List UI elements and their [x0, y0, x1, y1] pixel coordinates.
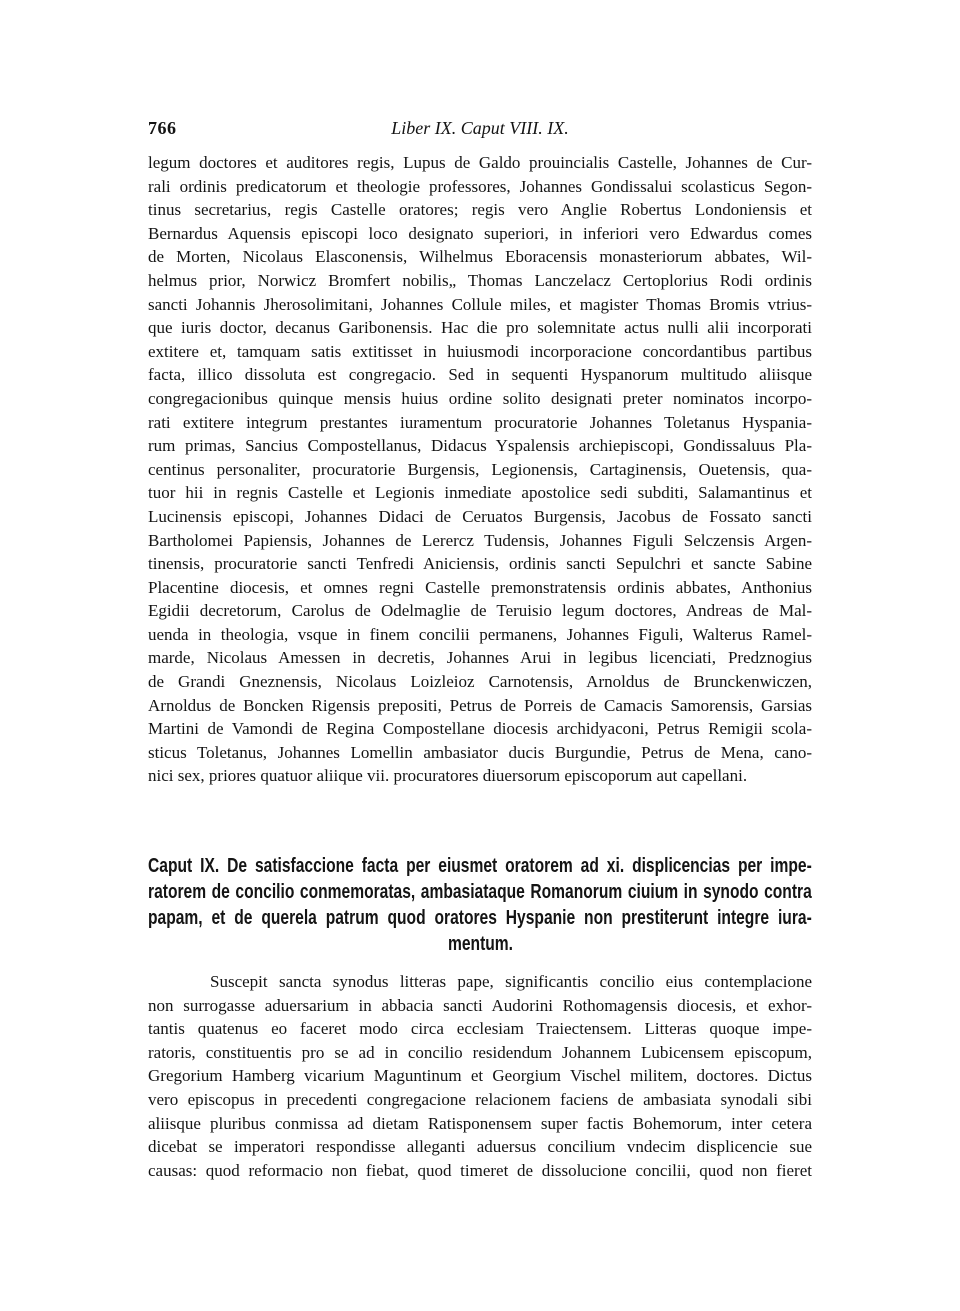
text-line: Bernardus Aquensis episcopi loco designato superiori, in inferiori vero Edwardus comes [148, 223, 812, 243]
page-number: 766 [148, 118, 177, 138]
text-line: sticus Toletanus, Johannes Lomellin ambasiator ducis Burgundie, Petrus de Mena, cano- [148, 742, 812, 762]
text-line: Suscepit sancta synodus litteras pape, significantis concilio eius contemplacione [210, 972, 812, 991]
text-line: tinensis, procuratorie sancti Tenfredi Aniciensis, ordinis sancti Sepulchri et sancte Sabine [148, 554, 812, 574]
text-line: sancti Johannis Jherosolimitani, Johannes Collule miles, et magister Thomas Bromis vtrius- [148, 294, 812, 314]
paragraph-two [148, 970, 812, 1182]
running-head [148, 118, 812, 146]
text-line: uenda in theologia, vsque in finem concilii permanens, Johannes Figuli, Walterus Ramel- [148, 624, 812, 644]
text-line: Gregorium Hamberg vicarium Maguntinum et Georgium Vischel militem, doctores. Dictus [148, 1066, 812, 1086]
text-line: marde, Nicolaus Amessen in decretis, Johannes Arui in legibus licenciati, Predznogius [148, 648, 812, 668]
text-line: non surrogasse aduersarium in abbacia sancti Audorini Rothomagensis diocesis, et exhor- [148, 995, 812, 1015]
heading-line: Caput IX. De satisfaccione facta per eiusmet oratorem ad xi. displicencias per impe- [148, 855, 812, 877]
heading-line: papam, et de querela patrum quod oratores Hyspanie non prestiterunt integre iura- [148, 907, 812, 929]
text-line: de Grandi Gneznensis, Nicolaus Loizleioz Carnotensis, Arnoldus de Brunckenwiczen, [148, 672, 812, 692]
text-line: que iuris doctor, decanus Garibonensis. Hac die pro solemnitate actus nulli alii incorporati [148, 318, 812, 338]
text-line: rali ordinis predicatorum et theologie professores, Johannes Gondissalui scolasticus Segon- [148, 176, 812, 196]
text-line: legum doctores et auditores regis, Lupus de Galdo prouincialis Castelle, Johannes de Cur- [148, 153, 812, 172]
text-line: rati extitere integrum prestantes iuramentum procuratorie Johannes Toletanus Hyspania- [148, 412, 812, 432]
text-line: rum primas, Sancius Compostellanus, Didacus Yspalensis archiepiscopi, Gondissaluus Pla- [148, 436, 812, 456]
text-line: tinus secretarius, regis Castelle oratores; regis vero Anglie Robertus Londoniensis et [148, 200, 812, 220]
paragraph-one [148, 151, 812, 788]
text-line: Placentine diocesis, et omnes regni Castelle premonstratensis ordinis abbates, Anthonius [148, 577, 812, 597]
text-line: vero episcopus in precedenti congregacione relacionem faciens de ambasiata synodali sibi [148, 1089, 812, 1109]
heading-line: mentum. [447, 933, 513, 955]
text-line: Bartholomei Papiensis, Johannes de Lerercz Tudensis, Johannes Figuli Selczensis Argen- [148, 530, 812, 550]
chapter-heading [148, 853, 812, 957]
text-line: centinus personaliter, procuratorie Burgensis, Legionensis, Cartaginensis, Ouetensis, qua- [148, 459, 812, 479]
text-line: Egidii decretorum, Carolus de Odelmaglie de Teruisio legum doctores, Andreas de Mal- [148, 601, 812, 621]
text-line: extitere et, tamquam satis extitisset in huiusmodi incorporacione concordantibus partibus [148, 341, 812, 361]
text-line: helmus prior, Norwicz Bromfert nobilis„ Thomas Lanczelacz Certoplorius Rodi ordinis [148, 270, 812, 290]
text-line: tuor hii in regnis Castelle et Legionis inmediate apostolice sedi subditi, Salamantinus et [148, 483, 812, 503]
text-line: Martini de Vamondi de Regina Compostellane diocesis archidyaconi, Petrus Remigii scola- [148, 719, 812, 739]
text-line: ratoris, constituentis pro se ad in concilio residendum Johannem Lubicensem episcopum, [148, 1042, 812, 1062]
text-line: causas: quod reformacio non fiebat, quod timeret de dissolucione concilii, quod non fieret [148, 1160, 812, 1180]
text-line: congregacionibus quinque mensis huius ordine solito designati preter nominatos incorpo- [148, 388, 812, 408]
text-line: Lucinensis episcopi, Johannes Didaci de Ceruatos Burgensis, Jacobus de Fossato sancti [148, 506, 812, 526]
text-line: facta, illico dissoluta est congregacio. Sed in sequenti Hyspanorum multitudo aliisque [148, 365, 812, 385]
text-line: tantis quatenus eo faceret modo circa ecclesiam Traiectensem. Litteras quoque impe- [148, 1019, 812, 1039]
text-line: aliisque pluribus conmissa ad dietam Ratisponensem super factis Bohemorum, inter cetera [148, 1113, 812, 1133]
running-title: Liber IX. Caput VIII. IX. [391, 118, 569, 138]
heading-line: ratorem de concilio conmemoratas, ambasiataque Romanorum ciuium in synodo contra [148, 881, 812, 903]
text-line: nici sex, priores quatuor aliique vii. procuratores diuersorum episcoporum aut capellani. [148, 766, 748, 786]
text-line: dicebat se imperatori respondisse alleganti aduersus concilium vndecim displicencie sue [148, 1137, 812, 1157]
text-line: de Morten, Nicolaus Elasconensis, Wilhelmus Eboracensis monasteriorum abbates, Wil- [148, 247, 812, 267]
text-line: Arnoldus de Boncken Rigensis prepositi, Petrus de Porreis de Camacis Samorensis, Garsias [148, 695, 812, 715]
